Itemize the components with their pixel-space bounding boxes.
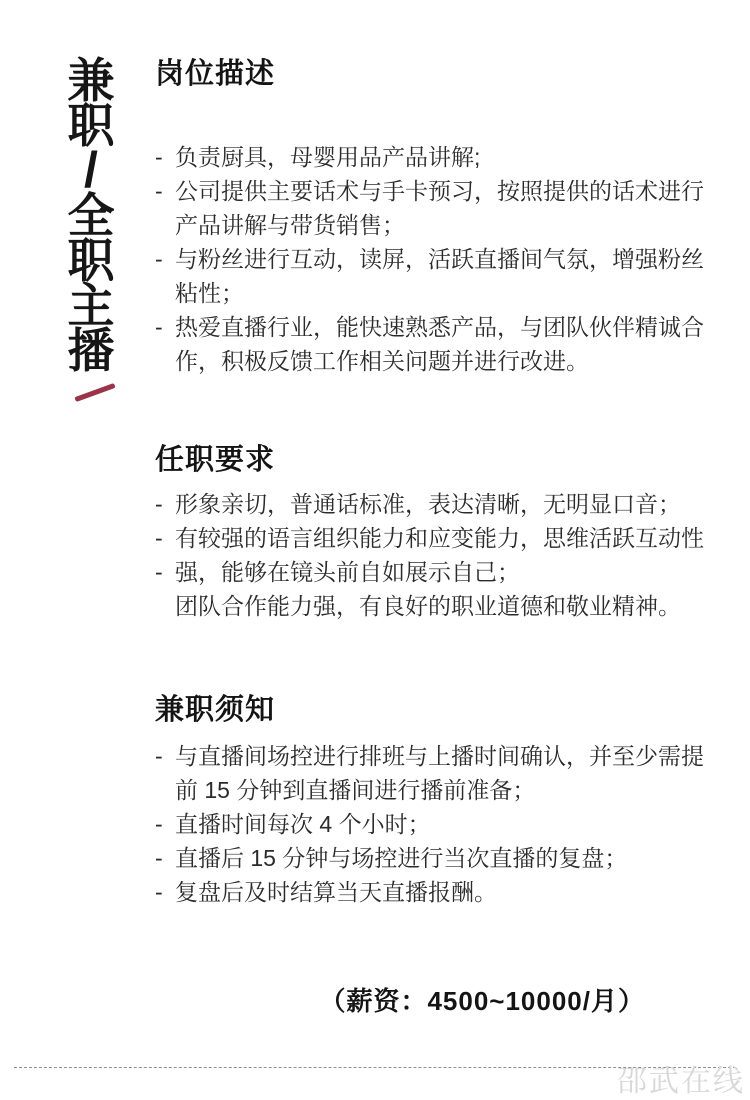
title-char: 职 [67,234,115,287]
bullet-line [155,310,704,344]
bullet-dash: - [155,314,163,340]
title-char: 主 [67,279,115,332]
bullet-line [155,242,704,276]
bullet-text: 直播时间每次 4 个小时； [175,811,431,837]
bullet-line [155,589,695,623]
section-requirements [155,442,704,623]
section-job-description [155,56,704,378]
bullet-dash: - [155,144,163,170]
bullet-line [155,841,695,875]
bullet-line [155,208,695,242]
bullet-line [155,875,695,909]
bullet-dash: - [155,491,163,517]
bullet-text: 复盘后及时结算当天直播报酬。 [175,879,497,905]
salary-note: （薪资：4500~10000/月） [319,986,645,1016]
bullet-line [155,140,695,174]
bullet-text: 直播后 15 分钟与场控进行当次直播的复盘； [175,845,628,871]
section-title-requirements: 任职要求 [155,444,276,476]
bullet-line [155,521,704,555]
section-part-time-notes [155,692,704,909]
bullet-dash: - [155,559,163,585]
bullet-text: 产品讲解与带货销售； [175,212,405,238]
section-title-part-time-notes: 兼职须知 [155,694,276,726]
bullet-line [155,344,695,378]
bullet-text: 团队合作能力强，有良好的职业道德和敬业精神。 [175,593,681,619]
bullet-dash: - [155,879,163,905]
red-accent-slash [74,383,115,402]
bullet-text: 与粉丝进行互动，读屏，活跃直播间气氛，增强粉丝 [175,246,704,272]
bullet-list [155,739,704,909]
bullet-dash: - [155,743,163,769]
bullet-text: 前 15 分钟到直播间进行播前准备； [175,777,536,803]
bullet-line [155,773,695,807]
bullet-text: 热爱直播行业，能快速熟悉产品，与团队伙伴精诚合 [175,314,704,340]
bullet-list [155,487,704,623]
bullet-dash: - [155,525,163,551]
bullet-line [155,555,695,589]
bullet-dash: - [155,246,163,272]
title-char: 兼 [67,54,115,107]
bullet-text: 作，积极反馈工作相关问题并进行改进。 [175,348,589,374]
bullet-line [155,276,695,310]
bullet-text: 强，能够在镜头前自如展示自己； [175,559,520,585]
bullet-text: 粘性； [175,280,244,306]
bullet-text: 形象亲切，普通话标准，表达清晰，无明显口音； [175,491,681,517]
title-char: 全 [67,189,115,242]
bullet-line [155,739,704,773]
content [155,0,704,1100]
vertical-title-chars [60,54,122,377]
bullet-text: 公司提供主要话术与手卡预习，按照提供的话术进行 [175,178,704,204]
bullet-line [155,807,695,841]
bullet-text: 有较强的语言组织能力和应变能力，思维活跃互动性 [175,525,704,551]
bullet-line [155,174,704,208]
title-char: 播 [67,324,115,377]
title-char: 职 [67,99,115,152]
bullet-text: 与直播间场控进行排班与上播时间确认，并至少需提 [175,743,704,769]
bullet-dash: - [155,845,163,871]
title-slash-char: / [84,142,98,198]
bullet-dash: - [155,178,163,204]
bullet-list [155,140,704,378]
vertical-title [60,54,122,377]
bullet-dash: - [155,811,163,837]
watermark: 邵武在线 [617,1065,745,1098]
bullet-text: 负责厨具，母婴用品产品讲解; [175,144,481,170]
bullet-line [155,487,695,521]
section-title-job-description: 岗位描述 [155,58,276,90]
